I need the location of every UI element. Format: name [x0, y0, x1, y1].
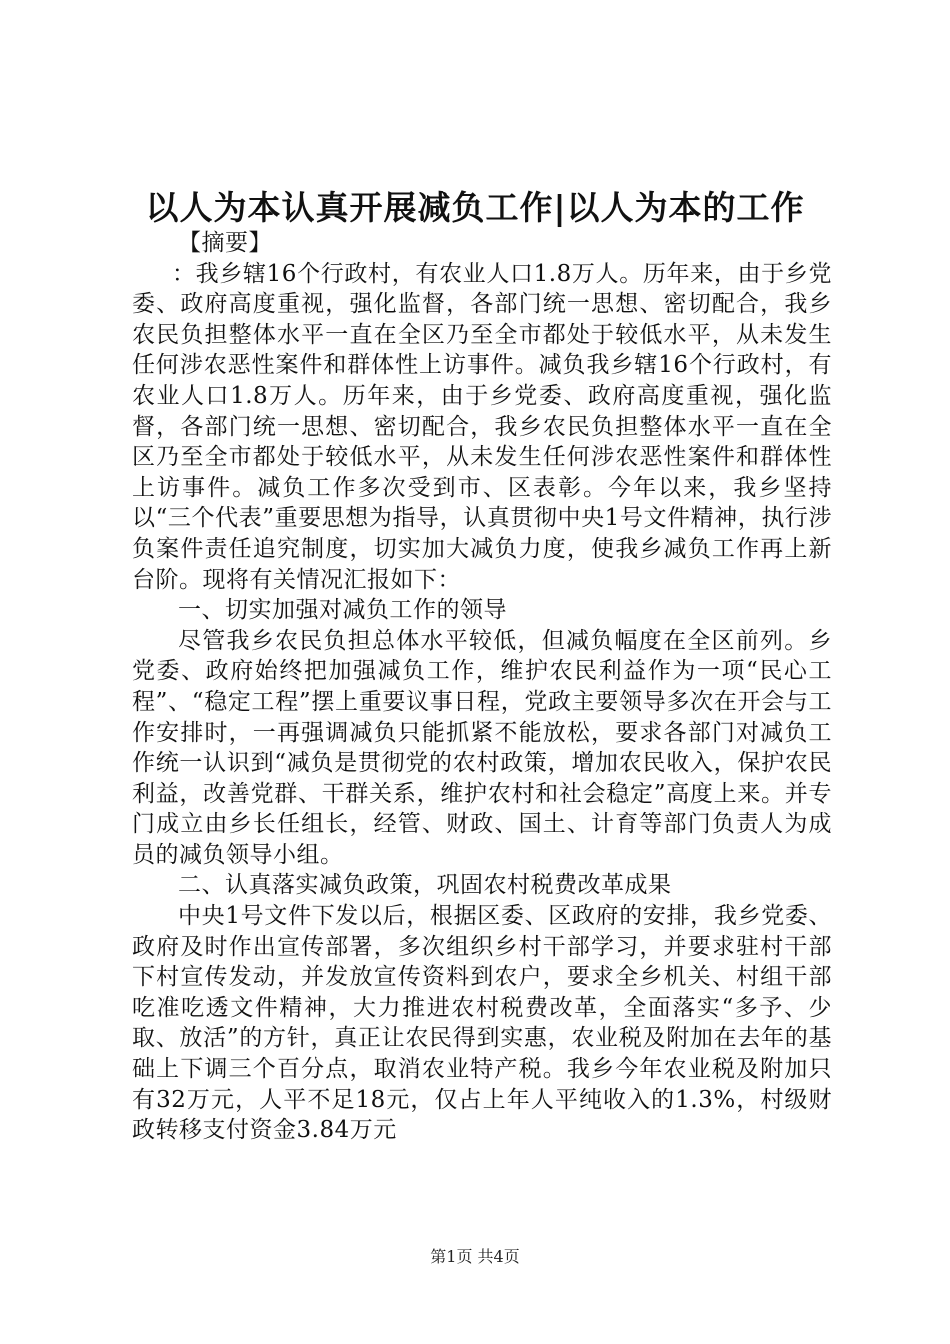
document-title: 以人为本认真开展减负工作|以人为本的工作 — [145, 188, 805, 227]
section-heading-2: 二、认真落实减负政策，巩固农村税费改革成果 — [178, 872, 672, 899]
paragraph-2: 尽管我乡农民负担总体水平较低，但减负幅度在全区前列。乡党委、政府始终把加强减负工作，维护农民利益作为一项“民心工程”、“稳定工程”摆上重要议事日程，党政主要领导多次在开会与工作安排时，一再强调减负只能抓紧不能放松，要求各部门对减负工作统一认识到“减负是贯彻党的农村政策，增加农民收入，保护农民利益，改善党群、干群关系，维护农村和社会稳定”高度上来。并专门成立由乡长任组长，经管、财政、国土、计育等部门负责人为成员的减负领导小组。 — [132, 627, 832, 868]
page-footer: 第1页 共4页 — [430, 1247, 520, 1266]
abstract-label: 【摘要】 — [178, 230, 272, 256]
paragraph-1: ：我乡辖16个行政村，有农业人口1.8万人。历年来，由于乡党委、政府高度重视，强化监督，各部门统一思想、密切配合，我乡农民负担整体水平一直在全区乃至全市都处于较低水平，从未发生任何涉农恶性案件和群体性上访事件。减负我乡辖16个行政村，有农业人口1.8万人。历年来，由于乡党委、政府高度重视，强化监督，各部门统一思想、密切配合，我乡农民负担整体水平一直在全区乃至全市都处于较低水平，从未发生任何涉农恶性案件和群体性上访事件。减负工作多次受到市、区表彰。今年以来，我乡坚持以“三个代表”重要思想为指导，认真贯彻中央1号文件精神，执行涉负案件责任追究制度，切实加大减负力度，使我乡减负工作再上新台阶。现将有关情况汇报如下： — [132, 260, 832, 593]
document-body — [132, 228, 832, 1146]
section-heading-1: 一、切实加强对减负工作的领导 — [178, 597, 507, 624]
paragraph-3: 中央1号文件下发以后，根据区委、区政府的安排，我乡党委、政府及时作出宣传部署，多次组织乡村干部学习，并要求驻村干部下村宣传发动，并发放宣传资料到农户，要求全乡机关、村组干部吃准吃透文件精神，大力推进农村税费改革，全面落实“多予、少取、放活”的方针，真正让农民得到实惠，农业税及附加在去年的基础上下调三个百分点，取消农业特产税。我乡今年农业税及附加只有32万元，人平不足18元，仅占上年人平纯收入的1.3%，村级财政转移支付资金3.84万元 — [132, 903, 832, 1144]
